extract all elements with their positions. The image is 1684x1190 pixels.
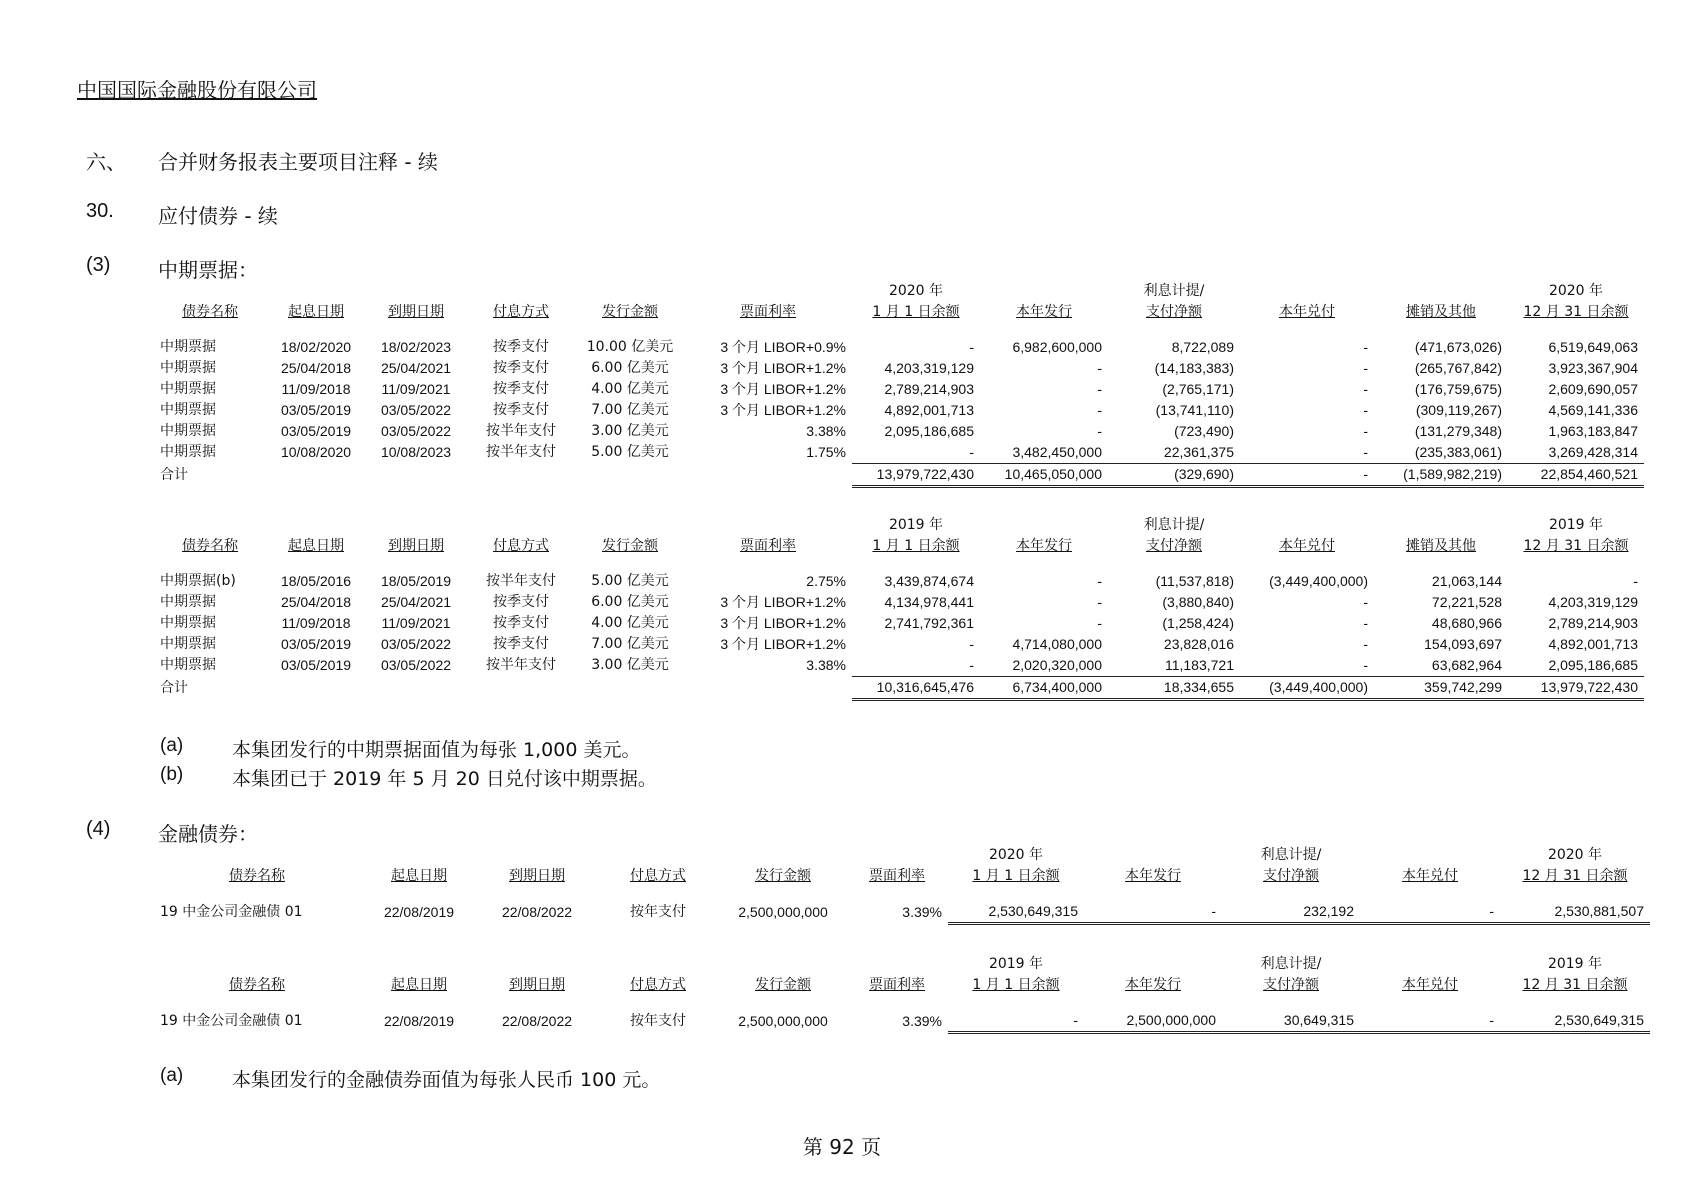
- fin-bonds-note-a-text: 本集团发行的金融债券面值为每张人民币 100 元。: [232, 1069, 661, 1091]
- table-cell: (13,741,110): [1155, 402, 1234, 418]
- fin-bonds-title: 金融债券：: [158, 822, 258, 846]
- table-cell: -: [1097, 573, 1102, 589]
- table-cell: 2,741,792,361: [884, 615, 974, 631]
- table-cell: -: [1633, 573, 1638, 589]
- table-cell: 03/05/2019: [280, 423, 352, 439]
- col-amount: 发行金额: [602, 538, 658, 554]
- total-cell: (329,690): [1108, 464, 1240, 487]
- table-header-row-2: [154, 536, 1644, 557]
- table-cell: 2,095,186,685: [1508, 655, 1644, 677]
- col-interest-net: 支付净额: [1263, 868, 1319, 884]
- table-cell: -: [1097, 594, 1102, 610]
- table-cell: 6,519,649,063: [1548, 339, 1638, 355]
- col-rate: 票面利率: [740, 538, 796, 554]
- col-redeemed: 本年兑付: [1402, 868, 1458, 884]
- col-rate: 票面利率: [869, 977, 925, 993]
- table-cell: 11,183,721: [1108, 655, 1240, 677]
- table-cell: 中期票据(b): [160, 573, 236, 589]
- table-cell: 25/04/2018: [280, 360, 352, 376]
- table-cell: (176,759,675): [1414, 381, 1502, 397]
- table-cell: 4.00 亿美元: [591, 615, 669, 631]
- table-cell: (235,383,061): [1374, 442, 1508, 464]
- col-amortization: 摊销及其他: [1406, 538, 1476, 554]
- table-cell: 3 个月 LIBOR+0.9%: [720, 339, 846, 355]
- table-row: [154, 442, 1644, 464]
- table-cell: -: [1097, 360, 1102, 376]
- table-cell: 10.00 亿美元: [586, 339, 674, 355]
- col-start-date: 起息日期: [288, 304, 344, 320]
- col-year-open: 2019 年: [888, 517, 944, 533]
- total-cell: 10,316,645,476: [852, 677, 980, 700]
- table-cell: -: [1084, 901, 1222, 924]
- table-cell: 6.00 亿美元: [591, 360, 669, 376]
- table-cell: 1,963,183,847: [1548, 423, 1638, 439]
- table-cell: -: [1240, 655, 1374, 677]
- table-cell: 18/05/2019: [380, 573, 452, 589]
- col-interest-top: 利息计提/: [1143, 283, 1205, 299]
- table-cell: 按半年支付: [486, 573, 556, 589]
- table-cell: 19 中金公司金融债 01: [160, 1012, 303, 1029]
- table-cell: 3 个月 LIBOR+1.2%: [720, 594, 846, 610]
- table-cell: (265,767,842): [1414, 360, 1502, 376]
- table-cell: 6,982,600,000: [1012, 339, 1102, 355]
- total-row: [154, 464, 1644, 487]
- col-closing-balance: 12 月 31 日余额: [1522, 868, 1628, 884]
- table-cell: 2,020,320,000: [980, 655, 1108, 677]
- col-start-date: 起息日期: [391, 868, 447, 884]
- fin-bonds-2019-table: [154, 954, 1650, 1034]
- col-closing-balance: 12 月 31 日余额: [1522, 977, 1628, 993]
- table-cell: 4,203,319,129: [1548, 594, 1638, 610]
- col-interest-net: 支付净额: [1146, 304, 1202, 320]
- table-cell: 8,722,089: [1171, 339, 1234, 355]
- table-cell: 按季支付: [493, 381, 549, 397]
- table-cell: 3.00 亿美元: [591, 657, 669, 674]
- table-cell: 25/04/2018: [280, 594, 352, 610]
- col-payment: 付息方式: [493, 304, 549, 320]
- table-cell: 中期票据: [160, 423, 216, 439]
- table-cell: 18/02/2020: [280, 339, 352, 355]
- col-maturity-date: 到期日期: [388, 304, 444, 320]
- table-cell: 按季支付: [493, 636, 549, 652]
- col-year-close: 2020 年: [1548, 283, 1604, 299]
- table-row: [154, 421, 1644, 442]
- col-bond-name: 债券名称: [182, 304, 238, 320]
- table-cell: 3 个月 LIBOR+1.2%: [720, 360, 846, 376]
- table-cell: -: [1363, 360, 1368, 376]
- table-cell: 按半年支付: [486, 444, 556, 461]
- table-cell: -: [1363, 615, 1368, 631]
- table-row: [154, 358, 1644, 379]
- table-cell: 11/09/2021: [381, 381, 451, 397]
- table-cell: 19 中金公司金融债 01: [160, 903, 303, 920]
- table-cell: -: [969, 339, 974, 355]
- table-cell: 按季支付: [493, 402, 549, 418]
- table-cell: 03/05/2022: [380, 636, 452, 652]
- col-issued: 本年发行: [1125, 977, 1181, 993]
- table-row: [154, 901, 1650, 924]
- table-cell: 4,714,080,000: [1012, 636, 1102, 652]
- col-bond-name: 债券名称: [229, 868, 285, 884]
- table-cell: (471,673,026): [1414, 339, 1502, 355]
- table-row: [154, 613, 1644, 634]
- table-cell: (723,490): [1174, 423, 1234, 439]
- table-cell: 中期票据: [160, 615, 216, 631]
- table-cell: 22/08/2022: [501, 1012, 573, 1029]
- table-cell: 2,530,649,315: [948, 901, 1084, 924]
- col-redeemed: 本年兑付: [1279, 538, 1335, 554]
- table-cell: -: [1360, 1010, 1500, 1033]
- col-opening-balance: 1 月 1 日余额: [972, 868, 1060, 884]
- table-cell: -: [1363, 594, 1368, 610]
- table-row: [154, 400, 1644, 421]
- table-cell: (11,537,818): [1155, 573, 1234, 589]
- table-cell: 3.39%: [902, 1012, 942, 1029]
- col-bond-name: 债券名称: [229, 977, 285, 993]
- table-cell: 按年支付: [630, 903, 686, 920]
- col-payment: 付息方式: [630, 977, 686, 993]
- table-cell: -: [1363, 402, 1368, 418]
- table-cell: 4,892,001,713: [1548, 636, 1638, 652]
- table-cell: 22/08/2022: [501, 903, 573, 920]
- table-cell: 按季支付: [493, 360, 549, 376]
- total-cell: (3,449,400,000): [1240, 677, 1374, 700]
- col-start-date: 起息日期: [288, 538, 344, 554]
- table-cell: 3.38%: [806, 657, 846, 674]
- table-cell: 4.00 亿美元: [591, 381, 669, 397]
- table-cell: 232,192: [1222, 901, 1360, 924]
- table-cell: 7.00 亿美元: [591, 402, 669, 418]
- table-cell: 22/08/2019: [383, 1012, 455, 1029]
- col-issued: 本年发行: [1016, 304, 1072, 320]
- col-rate: 票面利率: [740, 304, 796, 320]
- table-cell: (309,119,267): [1415, 402, 1502, 418]
- table-cell: 2.75%: [806, 573, 846, 589]
- table-cell: 4,134,978,441: [884, 594, 974, 610]
- table-cell: 3,482,450,000: [980, 442, 1108, 464]
- table-cell: -: [1363, 339, 1368, 355]
- total-label: 合计: [160, 466, 188, 483]
- table-cell: 03/05/2019: [280, 402, 352, 418]
- table-cell: 3 个月 LIBOR+1.2%: [720, 636, 846, 652]
- page-number: 第 92 页: [802, 1135, 882, 1159]
- table-row: [154, 571, 1644, 592]
- table-cell: 按半年支付: [486, 657, 556, 674]
- table-cell: 2,530,881,507: [1500, 901, 1650, 924]
- col-amount: 发行金额: [755, 868, 811, 884]
- col-rate: 票面利率: [869, 868, 925, 884]
- col-opening-balance: 1 月 1 日余额: [872, 304, 960, 320]
- total-cell: 18,334,655: [1108, 677, 1240, 700]
- table-row: [154, 337, 1644, 358]
- col-maturity-date: 到期日期: [388, 538, 444, 554]
- table-cell: -: [1097, 402, 1102, 418]
- table-cell: 18/02/2023: [380, 339, 452, 355]
- table-cell: 2,789,214,903: [884, 381, 974, 397]
- table-row: [154, 592, 1644, 613]
- table-cell: 按年支付: [630, 1012, 686, 1029]
- col-amount: 发行金额: [755, 977, 811, 993]
- table-header-row-2: [154, 302, 1644, 323]
- table-row: [154, 1010, 1650, 1033]
- table-cell: -: [1240, 442, 1374, 464]
- table-cell: (3,880,840): [1162, 594, 1234, 610]
- table-cell: 48,680,966: [1431, 615, 1502, 631]
- table-cell: 2,500,000,000: [1084, 1010, 1222, 1033]
- table-header-row-1: [154, 954, 1650, 975]
- table-cell: 3 个月 LIBOR+1.2%: [720, 402, 846, 418]
- table-row: [154, 379, 1644, 400]
- total-cell: (1,589,982,219): [1374, 464, 1508, 487]
- table-cell: 2,095,186,685: [884, 423, 974, 439]
- total-label: 合计: [160, 679, 188, 696]
- col-amount: 发行金额: [602, 304, 658, 320]
- total-cell: 10,465,050,000: [980, 464, 1108, 487]
- table-cell: 11/09/2018: [281, 381, 351, 397]
- col-closing-balance: 12 月 31 日余额: [1523, 538, 1629, 554]
- table-cell: -: [1097, 381, 1102, 397]
- col-start-date: 起息日期: [391, 977, 447, 993]
- col-interest-net: 支付净额: [1146, 538, 1202, 554]
- table-cell: 03/05/2019: [280, 636, 352, 652]
- table-cell: (3,449,400,000): [1269, 573, 1368, 589]
- mtn-2019-table: [154, 515, 1644, 701]
- table-cell: 3.39%: [902, 903, 942, 920]
- col-closing-balance: 12 月 31 日余额: [1523, 304, 1629, 320]
- table-cell: -: [948, 1010, 1084, 1033]
- table-row: [154, 655, 1644, 677]
- table-cell: (2,765,171): [1162, 381, 1234, 397]
- table-cell: 10/08/2020: [280, 444, 352, 461]
- table-cell: 25/04/2021: [380, 360, 452, 376]
- table-cell: -: [1363, 423, 1368, 439]
- mtn-note-b-label: (b): [160, 764, 184, 785]
- mtn-note-a-label: (a): [160, 735, 184, 756]
- col-issued: 本年发行: [1016, 538, 1072, 554]
- table-cell: 4,203,319,129: [884, 360, 974, 376]
- section-number: 六、: [86, 150, 126, 174]
- company-name: 中国国际金融股份有限公司: [77, 78, 317, 102]
- col-year-open: 2020 年: [988, 847, 1044, 863]
- table-cell: 2,530,649,315: [1500, 1010, 1650, 1033]
- table-header-row-2: [154, 866, 1650, 887]
- table-cell: 中期票据: [160, 360, 216, 376]
- col-interest-net: 支付净额: [1263, 977, 1319, 993]
- total-cell: 13,979,722,430: [1508, 677, 1644, 700]
- mtn-note-a-text: 本集团发行的中期票据面值为每张 1,000 美元。: [232, 739, 641, 761]
- table-cell: 中期票据: [160, 339, 216, 355]
- table-cell: 25/04/2021: [380, 594, 452, 610]
- fin-bonds-number: (4): [86, 818, 111, 840]
- table-cell: -: [1363, 636, 1368, 652]
- mtn-2020-table: [154, 281, 1644, 488]
- table-cell: 11/09/2021: [381, 615, 451, 631]
- table-header-row-1: [154, 281, 1644, 302]
- table-header-row-1: [154, 845, 1650, 866]
- table-cell: -: [852, 655, 980, 677]
- table-cell: 3 个月 LIBOR+1.2%: [720, 381, 846, 397]
- col-redeemed: 本年兑付: [1279, 304, 1335, 320]
- col-amortization: 摊销及其他: [1406, 304, 1476, 320]
- table-cell: -: [1097, 615, 1102, 631]
- table-cell: 3,269,428,314: [1508, 442, 1644, 464]
- table-cell: 中期票据: [160, 402, 216, 418]
- subsection-number: 30.: [86, 200, 114, 222]
- col-issued: 本年发行: [1125, 868, 1181, 884]
- table-cell: 22/08/2019: [383, 903, 455, 920]
- total-cell: 22,854,460,521: [1508, 464, 1644, 487]
- table-cell: 11/09/2018: [281, 615, 351, 631]
- table-cell: 154,093,697: [1424, 636, 1502, 652]
- table-cell: 5.00 亿美元: [591, 444, 669, 461]
- table-cell: 5.00 亿美元: [591, 573, 669, 589]
- table-cell: 2,500,000,000: [738, 1012, 828, 1029]
- col-interest-top: 利息计提/: [1143, 517, 1205, 533]
- col-interest-top: 利息计提/: [1260, 956, 1322, 972]
- subsection-title: 应付债券 - 续: [158, 204, 278, 228]
- table-cell: 3 个月 LIBOR+1.2%: [720, 615, 846, 631]
- table-cell: 2,609,690,057: [1548, 381, 1638, 397]
- fin-bonds-2020-table: [154, 845, 1650, 925]
- table-cell: (14,183,383): [1154, 360, 1234, 376]
- table-cell: 03/05/2022: [380, 657, 452, 674]
- table-cell: 03/05/2019: [280, 657, 352, 674]
- total-cell: 6,734,400,000: [980, 677, 1108, 700]
- table-cell: 1.75%: [806, 444, 846, 461]
- table-cell: (131,279,348): [1414, 423, 1502, 439]
- table-cell: 3.38%: [806, 423, 846, 439]
- col-opening-balance: 1 月 1 日余额: [872, 538, 960, 554]
- table-cell: 03/05/2022: [380, 423, 452, 439]
- total-cell: -: [1240, 464, 1374, 487]
- col-payment: 付息方式: [493, 538, 549, 554]
- col-year-close: 2020 年: [1547, 847, 1603, 863]
- col-maturity-date: 到期日期: [509, 977, 565, 993]
- table-cell: -: [1363, 381, 1368, 397]
- table-cell: 中期票据: [160, 594, 216, 610]
- table-header-row-2: [154, 975, 1650, 996]
- table-cell: 按季支付: [493, 615, 549, 631]
- col-interest-top: 利息计提/: [1260, 847, 1322, 863]
- col-maturity-date: 到期日期: [509, 868, 565, 884]
- col-year-open: 2020 年: [888, 283, 944, 299]
- table-cell: -: [852, 442, 980, 464]
- mtn-title: 中期票据：: [158, 258, 258, 282]
- table-cell: 2,500,000,000: [738, 903, 828, 920]
- table-cell: 72,221,528: [1431, 594, 1502, 610]
- table-cell: 10/08/2023: [380, 444, 452, 461]
- col-year-close: 2019 年: [1547, 956, 1603, 972]
- table-cell: 中期票据: [160, 381, 216, 397]
- table-cell: 按季支付: [493, 594, 549, 610]
- table-row: [154, 634, 1644, 655]
- mtn-note-b-text: 本集团已于 2019 年 5 月 20 日兑付该中期票据。: [232, 768, 657, 790]
- table-cell: 4,569,141,336: [1548, 402, 1638, 418]
- table-cell: 2,789,214,903: [1548, 615, 1638, 631]
- table-cell: 22,361,375: [1108, 442, 1240, 464]
- col-opening-balance: 1 月 1 日余额: [972, 977, 1060, 993]
- total-row: [154, 677, 1644, 700]
- table-cell: 3,923,367,904: [1548, 360, 1638, 376]
- table-cell: 3,439,874,674: [884, 573, 974, 589]
- col-redeemed: 本年兑付: [1402, 977, 1458, 993]
- col-bond-name: 债券名称: [182, 538, 238, 554]
- table-cell: -: [1360, 901, 1500, 924]
- fin-bonds-note-a-label: (a): [160, 1065, 184, 1086]
- table-cell: 中期票据: [160, 657, 216, 674]
- col-year-close: 2019 年: [1548, 517, 1604, 533]
- table-cell: 按季支付: [493, 339, 549, 355]
- table-cell: 3.00 亿美元: [591, 423, 669, 439]
- table-cell: 18/05/2016: [280, 573, 352, 589]
- table-cell: 30,649,315: [1222, 1010, 1360, 1033]
- table-cell: 6.00 亿美元: [591, 594, 669, 610]
- total-cell: 359,742,299: [1374, 677, 1508, 700]
- table-cell: 7.00 亿美元: [591, 636, 669, 652]
- col-year-open: 2019 年: [988, 956, 1044, 972]
- table-cell: 中期票据: [160, 636, 216, 652]
- table-cell: 23,828,016: [1163, 636, 1234, 652]
- table-header-row-1: [154, 515, 1644, 536]
- mtn-number: (3): [86, 254, 111, 276]
- table-cell: 按半年支付: [486, 423, 556, 439]
- table-cell: 中期票据: [160, 444, 216, 461]
- table-cell: 63,682,964: [1374, 655, 1508, 677]
- table-cell: 21,063,144: [1431, 573, 1502, 589]
- section-title: 合并财务报表主要项目注释 - 续: [158, 150, 438, 174]
- table-cell: (1,258,424): [1162, 615, 1234, 631]
- table-cell: 4,892,001,713: [884, 402, 974, 418]
- table-cell: 03/05/2022: [380, 402, 452, 418]
- total-cell: 13,979,722,430: [852, 464, 980, 487]
- table-cell: -: [1097, 423, 1102, 439]
- table-cell: -: [969, 636, 974, 652]
- col-payment: 付息方式: [630, 868, 686, 884]
